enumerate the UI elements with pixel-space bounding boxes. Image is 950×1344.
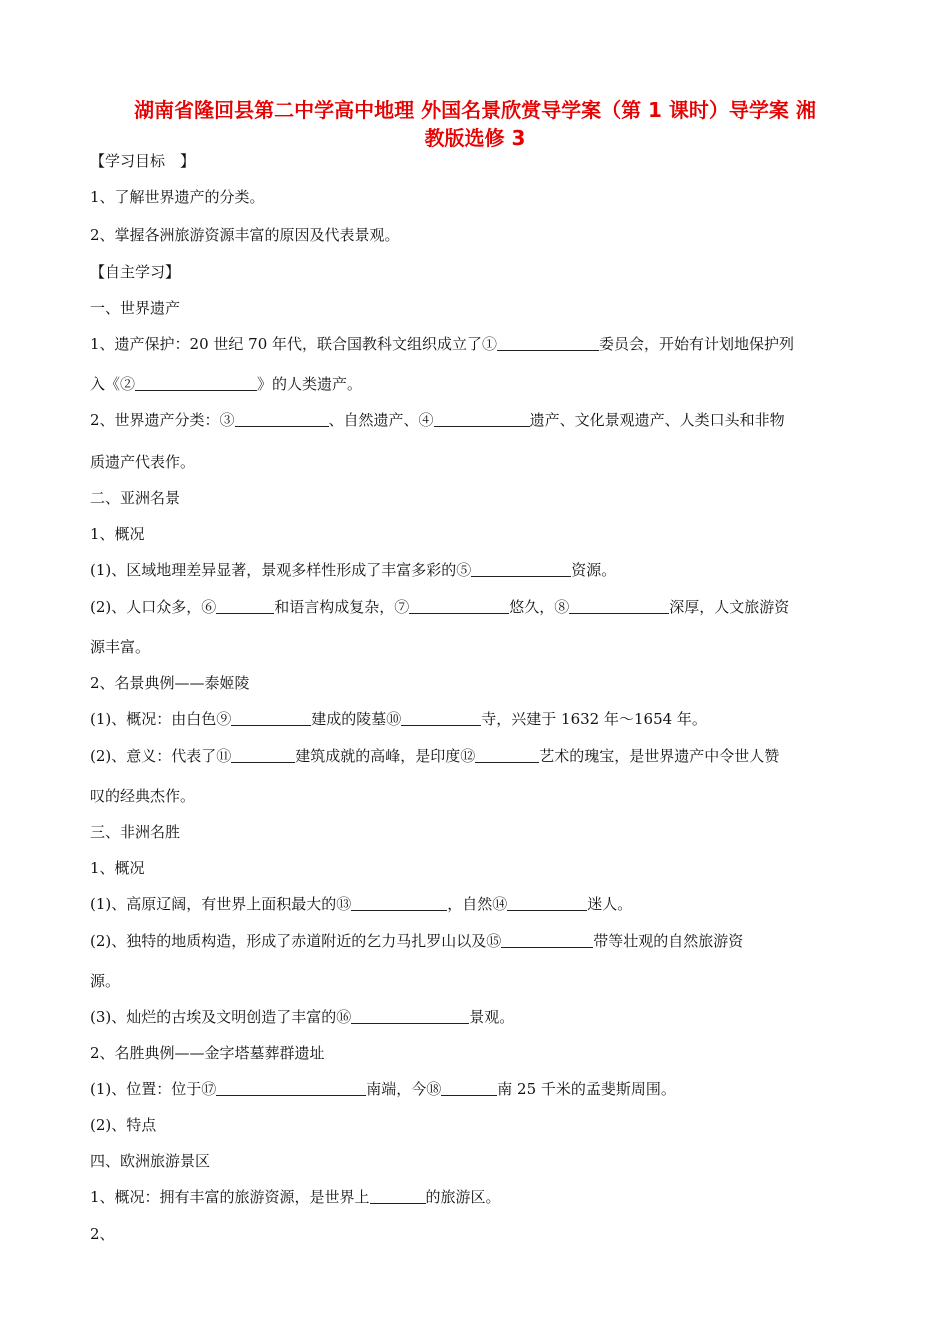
- text-line: [90, 786, 195, 806]
- line-text: 建筑成就的高峰，是印度⑫: [295, 747, 476, 765]
- text-line: [90, 298, 180, 318]
- line-text: 悠久，⑧: [509, 598, 570, 616]
- fill-in-blank[interactable]: [231, 747, 295, 763]
- line-text: 入《②: [90, 375, 136, 393]
- line-text: 深厚，人文旅游资: [669, 598, 790, 616]
- line-text: (2)、独特的地质构造，形成了赤道附近的乞力马扎罗山以及⑮: [90, 932, 502, 950]
- text-line: [90, 971, 120, 991]
- fill-in-blank[interactable]: [231, 710, 311, 726]
- text-line: [90, 597, 789, 617]
- line-text: 景观。: [469, 1008, 515, 1026]
- fill-in-blank[interactable]: [471, 561, 571, 577]
- line-text: 三、非洲名胜: [90, 823, 181, 841]
- fill-in-blank[interactable]: [569, 598, 669, 614]
- fill-in-blank[interactable]: [216, 1080, 366, 1096]
- text-line: [90, 410, 785, 430]
- fill-in-blank[interactable]: [434, 411, 530, 427]
- line-text: 二、亚洲名景: [90, 489, 181, 507]
- title-line-2: 教版选修 3: [424, 126, 526, 150]
- line-text: 带等壮观的自然旅游资: [593, 932, 744, 950]
- line-text: 委员会，开始有计划地保护列: [599, 335, 795, 353]
- line-text: (1)、概况：由白色⑨: [90, 710, 232, 728]
- text-line: [90, 709, 707, 729]
- text-line: [90, 374, 362, 394]
- line-text: 艺术的瑰宝，是世界遗产中令世人赞: [539, 747, 780, 765]
- text-line: [90, 1187, 501, 1207]
- line-text: 遗产、文化景观遗产、人类口头和非物: [529, 411, 785, 429]
- line-text: 2、: [90, 1225, 115, 1243]
- line-text: 源。: [90, 972, 121, 990]
- line-text: 一、世界遗产: [90, 299, 181, 317]
- fill-in-blank[interactable]: [441, 1080, 497, 1096]
- fill-in-blank[interactable]: [370, 1188, 426, 1204]
- text-line: [90, 334, 794, 354]
- line-text: 2、世界遗产分类：③: [90, 411, 235, 429]
- fill-in-blank[interactable]: [409, 598, 509, 614]
- text-line: [90, 637, 150, 657]
- line-text: 【自主学习】: [90, 263, 181, 281]
- text-line: [90, 1007, 514, 1027]
- line-text: 南端，今⑱: [366, 1080, 442, 1098]
- text-line: [90, 1224, 115, 1244]
- text-line: [90, 187, 265, 207]
- line-text: 》的人类遗产。: [257, 375, 363, 393]
- text-line: [90, 225, 400, 245]
- line-text: 迷人。: [587, 895, 633, 913]
- line-text: 源丰富。: [90, 638, 151, 656]
- fill-in-blank[interactable]: [135, 375, 257, 391]
- line-text: 1、了解世界遗产的分类。: [90, 188, 265, 206]
- line-text: (1)、区域地理差异显著，景观多样性形成了丰富多彩的⑤: [90, 561, 472, 579]
- line-text: 寺，兴建于 1632 年～1654 年。: [481, 710, 707, 728]
- line-text: 四、欧洲旅游景区: [90, 1152, 211, 1170]
- fill-in-blank[interactable]: [401, 710, 481, 726]
- line-text: 1、概况: [90, 525, 145, 543]
- title-line-1: 湖南省隆回县第二中学高中地理 外国名景欣赏导学案（第 1 课时）导学案 湘: [134, 98, 816, 122]
- text-line: [90, 894, 632, 914]
- line-text: (1)、高原辽阔，有世界上面积最大的⑬: [90, 895, 352, 913]
- text-line: [90, 1115, 156, 1135]
- line-text: (1)、位置：位于⑰: [90, 1080, 217, 1098]
- document-title: [90, 96, 860, 152]
- text-line: [90, 488, 180, 508]
- line-text: (3)、灿烂的古埃及文明创造了丰富的⑯: [90, 1008, 352, 1026]
- line-text: 2、掌握各洲旅游资源丰富的原因及代表景观。: [90, 226, 400, 244]
- text-line: [90, 746, 779, 766]
- line-text: 叹的经典杰作。: [90, 787, 196, 805]
- text-line: [90, 673, 250, 693]
- fill-in-blank[interactable]: [475, 747, 539, 763]
- fill-in-blank[interactable]: [235, 411, 329, 427]
- line-text: 质遗产代表作。: [90, 453, 196, 471]
- text-line: [90, 1079, 676, 1099]
- line-text: 建成的陵墓⑩: [311, 710, 402, 728]
- fill-in-blank[interactable]: [501, 932, 593, 948]
- text-line: [90, 524, 145, 544]
- fill-in-blank[interactable]: [216, 598, 274, 614]
- line-text: (2)、特点: [90, 1116, 157, 1134]
- line-text: 2、名景典例——泰姬陵: [90, 674, 250, 692]
- line-text: 的旅游区。: [425, 1188, 501, 1206]
- line-text: 资源。: [571, 561, 617, 579]
- text-line: [90, 262, 180, 282]
- line-text: 1、遗产保护：20 世纪 70 年代，联合国教科文组织成立了①: [90, 335, 498, 353]
- line-text: (2)、人口众多，⑥: [90, 598, 217, 616]
- text-line: [90, 452, 195, 472]
- text-line: [90, 1043, 325, 1063]
- text-line: [90, 822, 180, 842]
- text-line: [90, 560, 616, 580]
- line-text: 南 25 千米的孟斐斯周围。: [497, 1080, 676, 1098]
- fill-in-blank[interactable]: [497, 335, 599, 351]
- line-text: 和语言构成复杂，⑦: [274, 598, 410, 616]
- line-text: 2、名胜典例——金字塔墓葬群遗址: [90, 1044, 325, 1062]
- fill-in-blank[interactable]: [351, 1008, 469, 1024]
- fill-in-blank[interactable]: [351, 895, 447, 911]
- line-text: (2)、意义：代表了⑪: [90, 747, 232, 765]
- line-text: 1、概况：拥有丰富的旅游资源，是世界上: [90, 1188, 370, 1206]
- line-text: 【学习目标 】: [90, 152, 196, 170]
- text-line: [90, 858, 145, 878]
- text-line: [90, 151, 195, 171]
- line-text: ，自然⑭: [447, 895, 508, 913]
- line-text: 、自然遗产、④: [328, 411, 434, 429]
- fill-in-blank[interactable]: [507, 895, 587, 911]
- text-line: [90, 931, 743, 951]
- line-text: 1、概况: [90, 859, 145, 877]
- text-line: [90, 1151, 210, 1171]
